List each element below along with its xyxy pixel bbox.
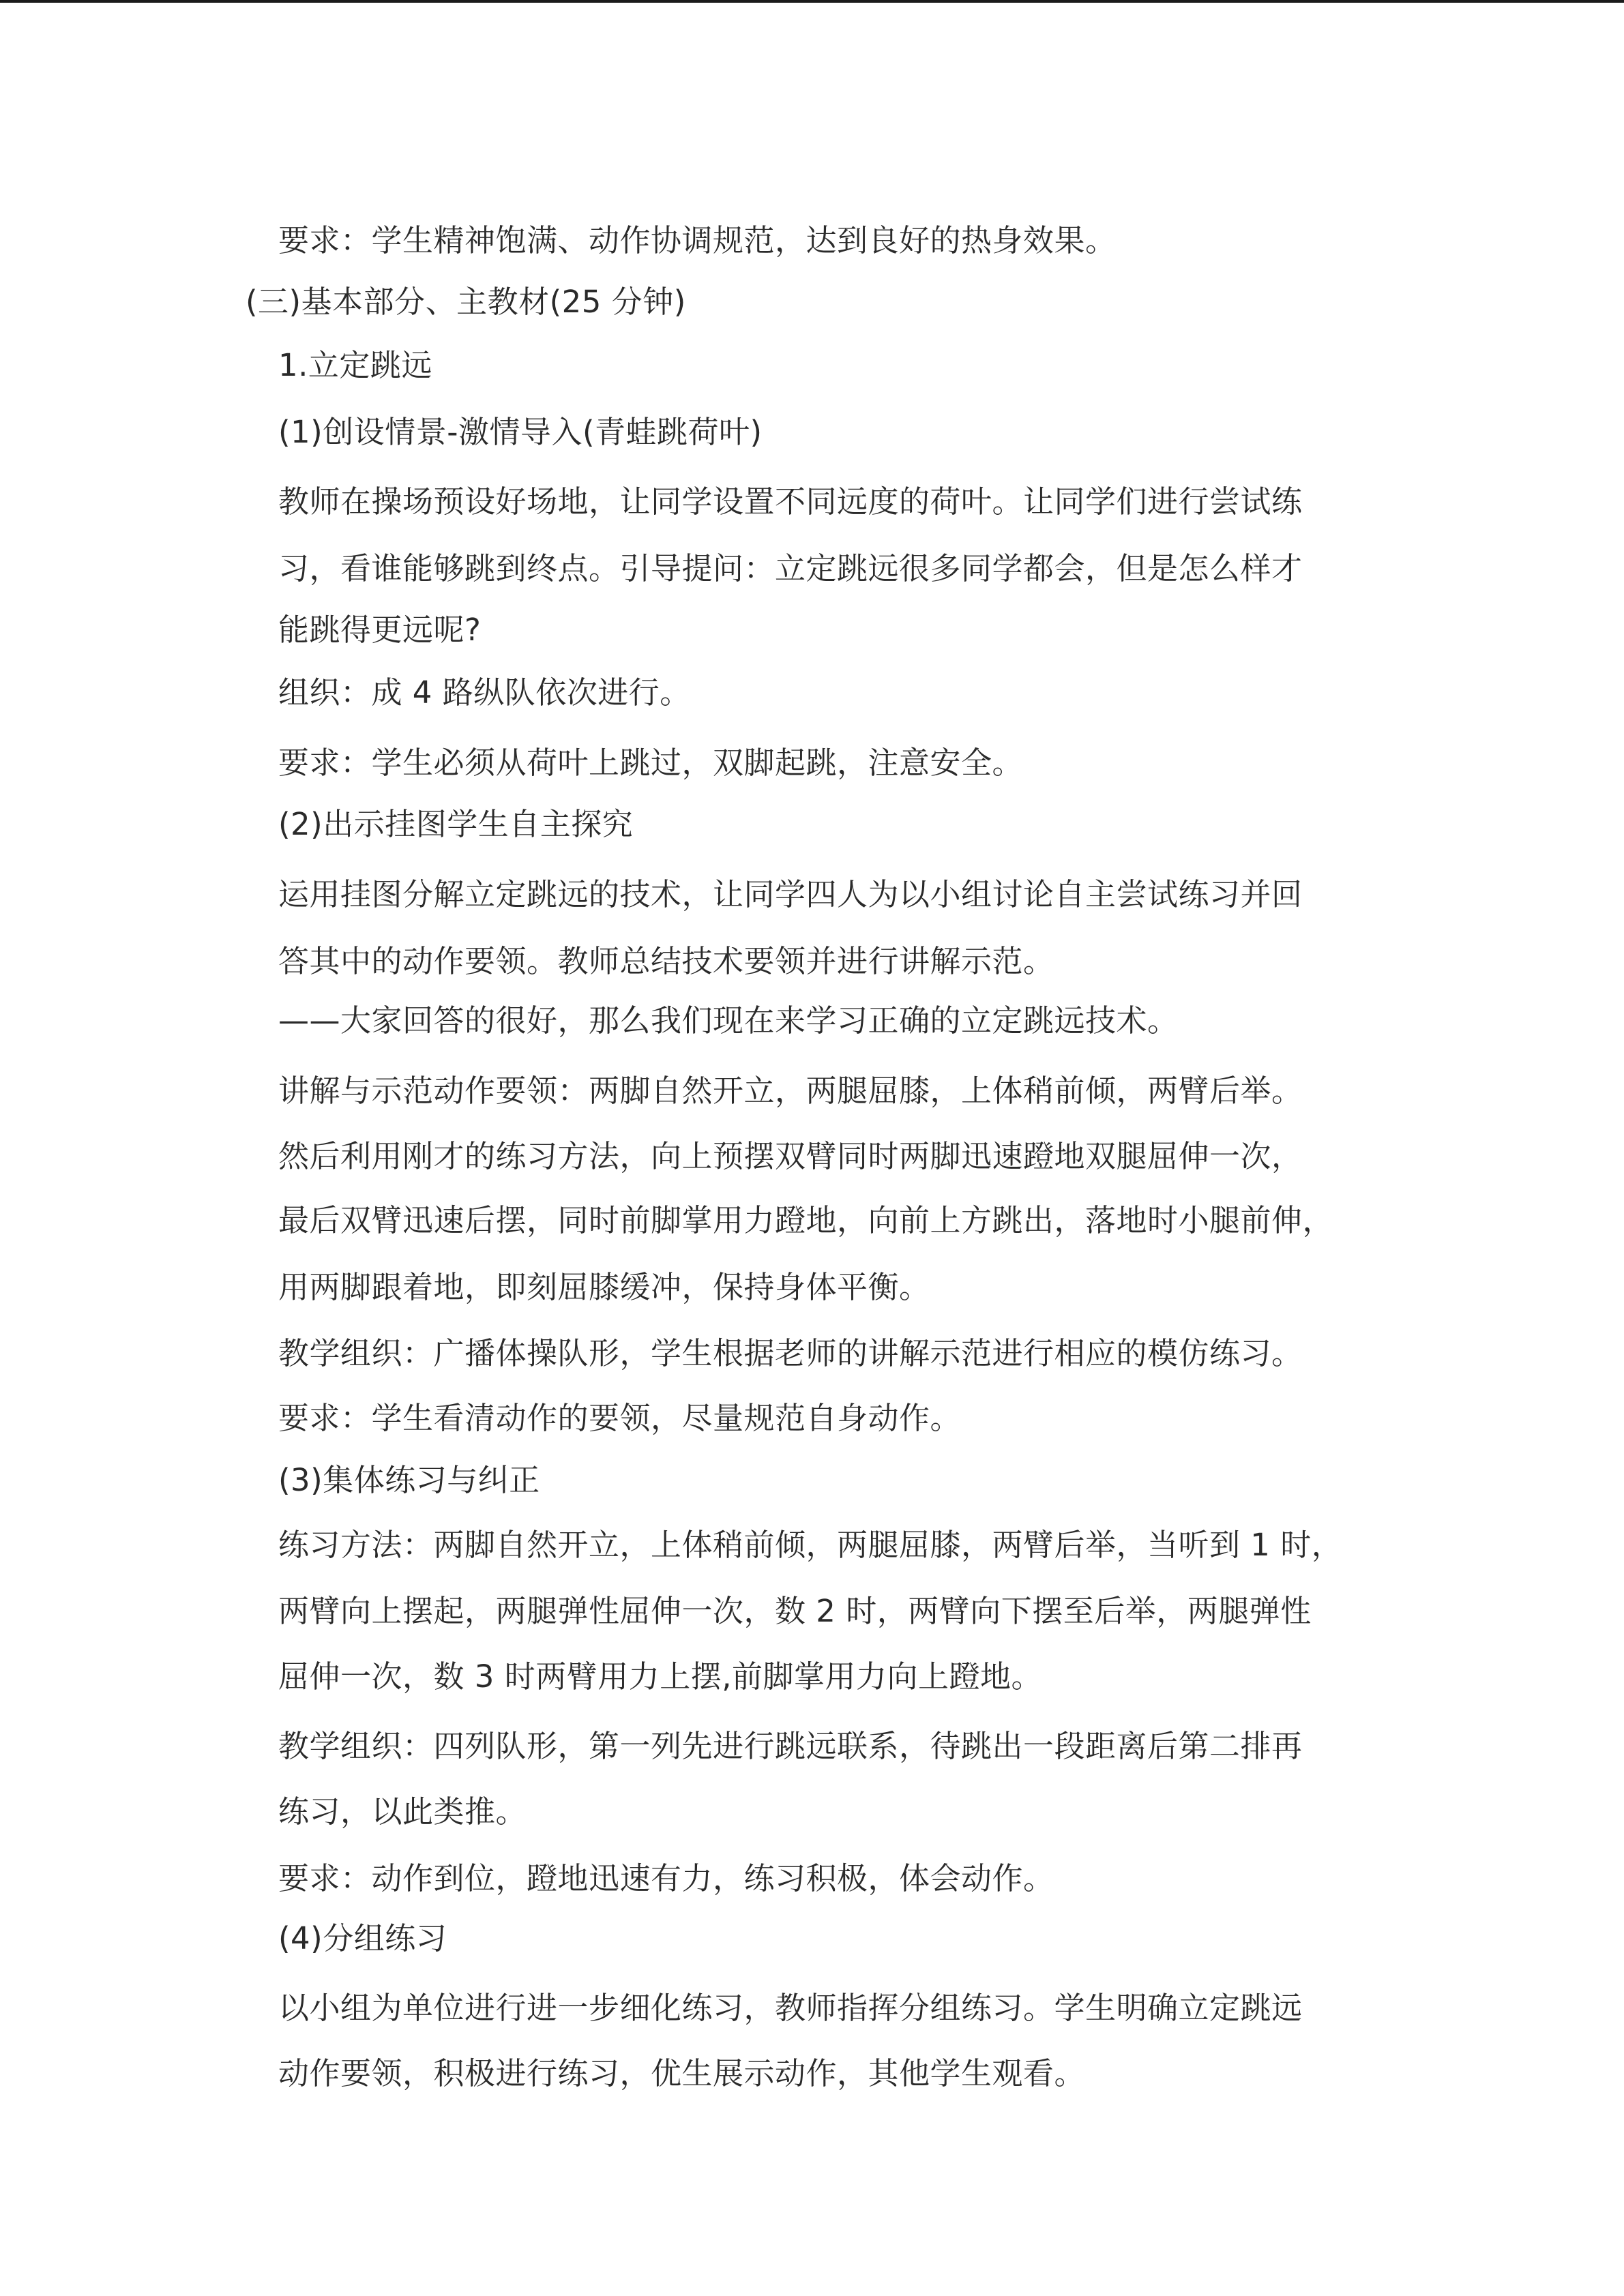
text-line: 最后双臂迅速后摆，同时前脚掌用力蹬地，向前上方跳出，落地时小腿前伸， (278, 1202, 1334, 1238)
subheading-wall-chart: (2)出示挂图学生自主探究 (278, 806, 634, 842)
text-line: 习，看谁能够跳到终点。引导提问：立定跳远很多同学都会，但是怎么样才 (278, 550, 1303, 586)
subheading-standing-long-jump: 1.立定跳远 (278, 347, 432, 383)
text-line: 屈伸一次，数 3 时两臂用力上摆,前脚掌用力向上蹬地。 (278, 1658, 1043, 1695)
text-line: 动作要领，积极进行练习，优生展示动作，其他学生观看。 (278, 2055, 1086, 2091)
text-line: 答其中的动作要领。教师总结技术要领并进行讲解示范。 (278, 943, 1054, 979)
text-line-explanation: 讲解与示范动作要领：两脚自然开立，两腿屈膝，上体稍前倾，两臂后举。 (278, 1073, 1303, 1109)
text-line: 教师在操场预设好场地，让同学设置不同远度的荷叶。让同学们进行尝试练 (278, 483, 1303, 520)
text-line-practice-method: 练习方法：两脚自然开立，上体稍前倾，两腿屈膝，两臂后举，当听到 1 时， (278, 1527, 1343, 1563)
subheading-split-group-practice: (4)分组练习 (278, 1920, 447, 1956)
text-line-teaching-organization: 教学组织：广播体操队形，学生根据老师的讲解示范进行相应的模仿练习。 (278, 1335, 1303, 1371)
text-line: 用两脚跟着地，即刻屈膝缓冲，保持身体平衡。 (278, 1269, 930, 1305)
text-line-requirement: 要求：动作到位，蹬地迅速有力，练习积极，体会动作。 (278, 1860, 1054, 1896)
text-line: 以小组为单位进行进一步细化练习，教师指挥分组练习。学生明确立定跳远 (278, 1990, 1303, 2026)
text-line: ——大家回答的很好，那么我们现在来学习正确的立定跳远技术。 (278, 1002, 1179, 1039)
text-line: 练习，以此类推。 (278, 1793, 527, 1830)
text-line-requirement-warmup: 要求：学生精神饱满、动作协调规范，达到良好的热身效果。 (278, 222, 1117, 258)
text-line-requirement: 要求：学生必须从荷叶上跳过，双脚起跳，注意安全。 (278, 745, 1024, 781)
subheading-create-scenario: (1)创设情景-激情导入(青蛙跳荷叶) (278, 414, 763, 450)
text-line: 能跳得更远呢? (278, 612, 482, 648)
text-line: 然后利用刚才的练习方法，向上预摆双臂同时两脚迅速蹬地双腿屈伸一次， (278, 1138, 1303, 1174)
text-line: 运用挂图分解立定跳远的技术，让同学四人为以小组讨论自主尝试练习并回 (278, 876, 1303, 912)
subheading-group-practice: (3)集体练习与纠正 (278, 1462, 540, 1498)
text-line-organization: 组织：成 4 路纵队依次进行。 (278, 674, 691, 711)
text-line-requirement: 要求：学生看清动作的要领，尽量规范自身动作。 (278, 1400, 962, 1436)
text-line-teaching-organization: 教学组织：四列队形，第一列先进行跳远联系，待跳出一段距离后第二排再 (278, 1728, 1303, 1764)
text-line: 两臂向上摆起，两腿弹性屈伸一次，数 2 时，两臂向下摆至后举，两腿弹性 (278, 1593, 1312, 1629)
section-heading-basic-part: (三)基本部分、主教材(25 分钟) (246, 284, 686, 320)
page-top-border (0, 0, 1624, 3)
